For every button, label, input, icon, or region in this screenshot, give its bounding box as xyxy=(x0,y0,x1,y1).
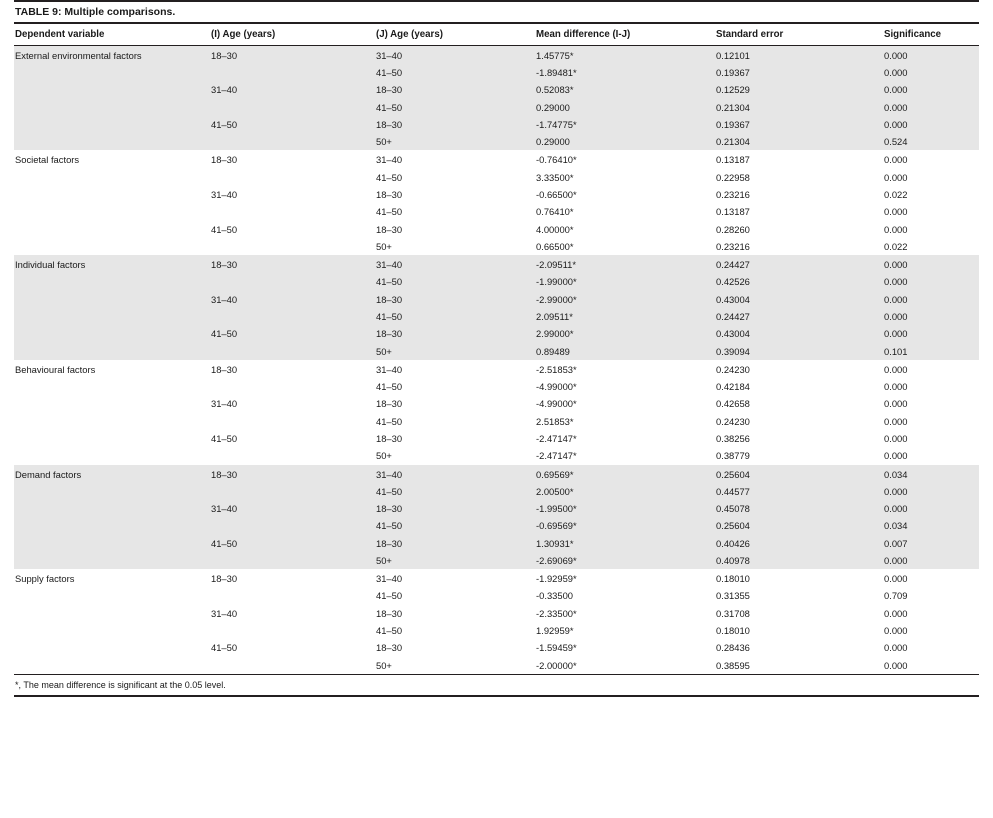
cell-i-age xyxy=(210,517,375,534)
cell-j-age: 41–50 xyxy=(375,483,535,500)
cell-j-age: 41–50 xyxy=(376,415,403,427)
cell-standard-error: 0.19367 xyxy=(715,116,883,133)
cell-j-age: 31–40 xyxy=(375,45,535,64)
cell-dependent-variable xyxy=(14,308,210,325)
cell-dependent-variable: External environmental factors xyxy=(14,45,210,64)
cell-mean-difference: -1.59459* xyxy=(536,642,577,654)
cell-mean-difference: 4.00000* xyxy=(536,223,574,235)
column-header-dependent-variable: Dependent variable xyxy=(14,23,210,46)
cell-dependent-variable xyxy=(14,238,210,255)
cell-dependent-variable: Supply factors xyxy=(15,573,75,585)
cell-significance: 0.000 xyxy=(883,116,979,133)
cell-significance: 0.000 xyxy=(883,273,979,290)
cell-j-age: 41–50 xyxy=(376,590,403,602)
cell-i-age xyxy=(210,447,375,464)
cell-i-age: 41–50 xyxy=(210,325,375,342)
cell-dependent-variable xyxy=(14,221,210,238)
cell-dependent-variable xyxy=(14,605,210,622)
cell-significance: 0.000 xyxy=(884,223,908,235)
table-row xyxy=(14,413,979,430)
cell-mean-difference: 0.29000 xyxy=(535,133,715,150)
cell-significance: 0.000 xyxy=(883,552,979,569)
cell-significance: 0.007 xyxy=(883,535,979,552)
cell-significance: 0.000 xyxy=(883,45,979,64)
cell-dependent-variable xyxy=(14,169,210,186)
cell-significance: 0.000 xyxy=(884,415,908,427)
cell-standard-error: 0.23216 xyxy=(716,189,750,200)
cell-i-age: 31–40 xyxy=(211,189,238,200)
cell-significance: 0.000 xyxy=(884,659,908,671)
cell-j-age: 41–50 xyxy=(376,381,403,393)
cell-significance: 0.000 xyxy=(884,607,908,619)
cell-i-age xyxy=(210,64,375,81)
cell-standard-error: 0.24427 xyxy=(715,308,883,325)
cell-significance: 0.000 xyxy=(883,81,979,98)
cell-j-age: 41–50 xyxy=(376,625,403,637)
cell-dependent-variable xyxy=(14,273,210,290)
cell-dependent-variable xyxy=(14,116,210,133)
cell-mean-difference: -2.51853* xyxy=(536,363,577,375)
cell-standard-error: 0.23216 xyxy=(716,240,750,252)
cell-mean-difference: -2.47147* xyxy=(536,450,577,462)
cell-i-age xyxy=(210,169,375,186)
cell-i-age: 31–40 xyxy=(210,291,375,308)
table-row xyxy=(14,273,979,290)
cell-dependent-variable xyxy=(14,81,210,98)
cell-significance: 0.000 xyxy=(883,255,979,273)
cell-standard-error: 0.24230 xyxy=(716,363,750,375)
header-row xyxy=(14,23,979,46)
table-row xyxy=(14,430,979,447)
cell-i-age xyxy=(210,657,375,674)
cell-dependent-variable xyxy=(14,413,210,430)
final-rule xyxy=(14,695,979,697)
cell-j-age: 50+ xyxy=(375,133,535,150)
cell-j-age: 31–40 xyxy=(375,465,535,483)
cell-significance: 0.000 xyxy=(884,625,908,637)
cell-i-age xyxy=(210,552,375,569)
cell-standard-error: 0.42526 xyxy=(715,273,883,290)
cell-standard-error: 0.42184 xyxy=(716,381,750,393)
table-row xyxy=(14,81,979,98)
table-row xyxy=(14,116,979,133)
table-row xyxy=(14,517,979,534)
cell-dependent-variable xyxy=(14,343,210,360)
cell-mean-difference: -2.09511* xyxy=(535,255,715,273)
cell-dependent-variable xyxy=(14,133,210,150)
cell-i-age: 18–30 xyxy=(211,363,238,375)
cell-mean-difference: -1.99000* xyxy=(535,273,715,290)
cell-dependent-variable xyxy=(14,203,210,220)
cell-dependent-variable xyxy=(14,378,210,395)
cell-i-age xyxy=(210,238,375,255)
cell-mean-difference: -2.47147* xyxy=(536,432,577,444)
cell-standard-error: 0.38779 xyxy=(716,450,750,462)
cell-i-age: 41–50 xyxy=(211,432,238,444)
cell-mean-difference: 0.69569* xyxy=(535,465,715,483)
cell-i-age: 41–50 xyxy=(211,642,238,654)
table-row xyxy=(14,605,979,622)
cell-significance: 0.000 xyxy=(883,99,979,116)
table-row xyxy=(14,186,979,203)
cell-significance: 0.101 xyxy=(883,343,979,360)
cell-mean-difference: 0.76410* xyxy=(536,206,574,218)
cell-significance: 0.000 xyxy=(883,64,979,81)
cell-significance: 0.000 xyxy=(884,381,908,393)
cell-mean-difference: -1.99500* xyxy=(535,500,715,517)
cell-mean-difference: -0.69569* xyxy=(535,517,715,534)
cell-significance: 0.000 xyxy=(883,291,979,308)
cell-significance: 0.000 xyxy=(883,500,979,517)
cell-standard-error: 0.12101 xyxy=(715,45,883,64)
cell-dependent-variable xyxy=(14,99,210,116)
cell-standard-error: 0.24230 xyxy=(716,415,750,427)
cell-mean-difference: -4.99000* xyxy=(536,398,577,410)
table-row xyxy=(14,343,979,360)
cell-significance: 0.000 xyxy=(883,483,979,500)
cell-significance: 0.034 xyxy=(883,465,979,483)
cell-mean-difference: 2.00500* xyxy=(535,483,715,500)
cell-dependent-variable xyxy=(14,639,210,656)
table-footnote: *, The mean difference is significant at the 0.05 level. xyxy=(15,679,226,690)
cell-significance: 0.034 xyxy=(883,517,979,534)
cell-mean-difference: -2.00000* xyxy=(536,659,577,671)
cell-dependent-variable xyxy=(14,535,210,552)
cell-j-age: 50+ xyxy=(376,659,392,671)
cell-j-age: 50+ xyxy=(376,450,392,462)
cell-dependent-variable: Behavioural factors xyxy=(15,363,96,375)
cell-mean-difference: -2.33500* xyxy=(536,607,577,619)
cell-i-age: 31–40 xyxy=(211,607,238,619)
cell-mean-difference: -1.89481* xyxy=(535,64,715,81)
table-row xyxy=(14,447,979,464)
cell-mean-difference: 0.66500* xyxy=(536,240,574,252)
cell-i-age: 31–40 xyxy=(210,500,375,517)
cell-dependent-variable xyxy=(14,447,210,464)
table-row xyxy=(14,308,979,325)
cell-i-age xyxy=(210,99,375,116)
cell-j-age: 41–50 xyxy=(376,171,403,183)
table-row xyxy=(14,169,979,186)
table-row xyxy=(14,325,979,342)
cell-j-age: 18–30 xyxy=(375,500,535,517)
cell-standard-error: 0.22958 xyxy=(716,171,750,183)
cell-dependent-variable xyxy=(14,325,210,342)
cell-standard-error: 0.25604 xyxy=(715,465,883,483)
cell-mean-difference: 0.89489 xyxy=(535,343,715,360)
table-row xyxy=(14,360,979,378)
cell-i-age: 31–40 xyxy=(211,398,238,410)
cell-i-age xyxy=(210,587,375,604)
cell-j-age: 18–30 xyxy=(376,223,403,235)
cell-dependent-variable: Demand factors xyxy=(14,465,210,483)
table-row xyxy=(14,203,979,220)
cell-dependent-variable xyxy=(14,500,210,517)
cell-standard-error: 0.12529 xyxy=(715,81,883,98)
table-caption: TABLE 9: Multiple comparisons. xyxy=(15,6,176,18)
cell-standard-error: 0.40978 xyxy=(715,552,883,569)
cell-standard-error: 0.44577 xyxy=(715,483,883,500)
cell-mean-difference: -0.76410* xyxy=(536,154,577,166)
cell-significance: 0.000 xyxy=(884,642,908,654)
cell-significance: 0.000 xyxy=(883,325,979,342)
cell-standard-error: 0.42658 xyxy=(716,398,750,410)
cell-significance: 0.709 xyxy=(884,590,908,602)
cell-i-age xyxy=(210,308,375,325)
table-row xyxy=(14,221,979,238)
cell-significance: 0.000 xyxy=(884,450,908,462)
cell-dependent-variable xyxy=(14,622,210,639)
cell-mean-difference: 0.29000 xyxy=(535,99,715,116)
table-row xyxy=(14,133,979,150)
cell-significance: 0.000 xyxy=(884,206,908,218)
table-row xyxy=(14,45,979,64)
table-row xyxy=(14,395,979,412)
cell-dependent-variable: Individual factors xyxy=(14,255,210,273)
cell-j-age: 50+ xyxy=(375,343,535,360)
cell-j-age: 18–30 xyxy=(375,116,535,133)
table-row xyxy=(14,150,979,168)
cell-significance: 0.000 xyxy=(884,432,908,444)
cell-standard-error: 0.13187 xyxy=(716,206,750,218)
cell-standard-error: 0.39094 xyxy=(715,343,883,360)
cell-j-age: 18–30 xyxy=(376,642,403,654)
multiple-comparisons-table xyxy=(14,22,979,674)
cell-significance: 0.524 xyxy=(883,133,979,150)
cell-standard-error: 0.43004 xyxy=(715,325,883,342)
cell-i-age xyxy=(210,133,375,150)
table-row xyxy=(14,64,979,81)
cell-i-age xyxy=(210,413,375,430)
cell-dependent-variable xyxy=(14,64,210,81)
cell-mean-difference: -0.33500 xyxy=(536,590,574,602)
table-row xyxy=(14,639,979,656)
cell-standard-error: 0.43004 xyxy=(715,291,883,308)
cell-mean-difference: -4.99000* xyxy=(536,381,577,393)
cell-mean-difference: 1.92959* xyxy=(536,625,574,637)
cell-mean-difference: 2.09511* xyxy=(535,308,715,325)
cell-mean-difference: -0.66500* xyxy=(536,189,577,200)
table-row xyxy=(14,587,979,604)
cell-i-age: 41–50 xyxy=(210,116,375,133)
cell-standard-error: 0.18010 xyxy=(716,625,750,637)
cell-j-age: 18–30 xyxy=(376,189,403,200)
cell-mean-difference: 2.51853* xyxy=(536,415,574,427)
cell-significance: 0.000 xyxy=(884,154,908,166)
cell-i-age xyxy=(210,378,375,395)
cell-mean-difference: 1.30931* xyxy=(535,535,715,552)
cell-mean-difference: 1.45775* xyxy=(535,45,715,64)
cell-dependent-variable xyxy=(14,186,210,203)
table-row xyxy=(14,500,979,517)
cell-standard-error: 0.21304 xyxy=(715,133,883,150)
cell-j-age: 41–50 xyxy=(375,308,535,325)
cell-dependent-variable xyxy=(14,587,210,604)
cell-i-age: 18–30 xyxy=(210,255,375,273)
cell-standard-error: 0.38256 xyxy=(716,432,750,444)
table-body xyxy=(14,45,979,674)
table-row xyxy=(14,465,979,483)
cell-j-age: 18–30 xyxy=(375,291,535,308)
cell-j-age: 31–40 xyxy=(375,255,535,273)
cell-standard-error: 0.40426 xyxy=(715,535,883,552)
table-row xyxy=(14,378,979,395)
column-header-i-age: (I) Age (years) xyxy=(210,23,375,46)
cell-mean-difference: -1.92959* xyxy=(536,573,577,585)
cell-j-age: 18–30 xyxy=(376,432,403,444)
cell-standard-error: 0.45078 xyxy=(715,500,883,517)
table-row xyxy=(14,238,979,255)
cell-mean-difference: 0.52083* xyxy=(535,81,715,98)
cell-dependent-variable xyxy=(14,430,210,447)
cell-j-age: 18–30 xyxy=(376,398,403,410)
table-row xyxy=(14,657,979,674)
cell-standard-error: 0.31708 xyxy=(716,607,750,619)
cell-mean-difference: -1.74775* xyxy=(535,116,715,133)
cell-j-age: 41–50 xyxy=(375,273,535,290)
table-row xyxy=(14,535,979,552)
cell-j-age: 50+ xyxy=(376,240,392,252)
cell-significance: 0.000 xyxy=(884,363,908,375)
cell-j-age: 41–50 xyxy=(375,64,535,81)
cell-standard-error: 0.19367 xyxy=(715,64,883,81)
cell-i-age xyxy=(210,203,375,220)
cell-dependent-variable xyxy=(14,483,210,500)
cell-standard-error: 0.31355 xyxy=(716,590,750,602)
cell-i-age xyxy=(210,273,375,290)
cell-j-age: 18–30 xyxy=(375,81,535,98)
cell-mean-difference: 3.33500* xyxy=(536,171,574,183)
cell-j-age: 18–30 xyxy=(375,535,535,552)
column-header-standard-error: Standard error xyxy=(715,23,883,46)
cell-j-age: 50+ xyxy=(375,552,535,569)
cell-i-age: 31–40 xyxy=(210,81,375,98)
cell-mean-difference: -2.99000* xyxy=(535,291,715,308)
table-header xyxy=(14,23,979,46)
cell-j-age: 31–40 xyxy=(376,573,403,585)
cell-standard-error: 0.13187 xyxy=(716,154,750,166)
table-row xyxy=(14,622,979,639)
cell-significance: 0.022 xyxy=(884,240,908,252)
cell-significance: 0.000 xyxy=(884,573,908,585)
cell-standard-error: 0.28436 xyxy=(716,642,750,654)
cell-standard-error: 0.38595 xyxy=(716,659,750,671)
cell-standard-error: 0.24427 xyxy=(715,255,883,273)
table-row xyxy=(14,569,979,587)
cell-significance: 0.000 xyxy=(883,308,979,325)
cell-j-age: 41–50 xyxy=(375,517,535,534)
cell-dependent-variable xyxy=(14,517,210,534)
cell-i-age xyxy=(210,343,375,360)
table-row xyxy=(14,99,979,116)
cell-mean-difference: 2.99000* xyxy=(535,325,715,342)
cell-dependent-variable xyxy=(14,552,210,569)
cell-significance: 0.022 xyxy=(884,189,908,200)
cell-standard-error: 0.21304 xyxy=(715,99,883,116)
cell-dependent-variable xyxy=(14,657,210,674)
cell-i-age: 41–50 xyxy=(211,223,238,235)
cell-standard-error: 0.18010 xyxy=(716,573,750,585)
cell-j-age: 31–40 xyxy=(376,154,403,166)
cell-j-age: 31–40 xyxy=(376,363,403,375)
table-row xyxy=(14,291,979,308)
cell-dependent-variable xyxy=(14,395,210,412)
cell-standard-error: 0.28260 xyxy=(716,223,750,235)
cell-i-age: 18–30 xyxy=(210,465,375,483)
cell-i-age: 18–30 xyxy=(210,45,375,64)
table-row xyxy=(14,483,979,500)
cell-i-age xyxy=(210,483,375,500)
cell-dependent-variable: Societal factors xyxy=(15,154,80,166)
column-header-j-age: (J) Age (years) xyxy=(375,23,535,46)
table-row xyxy=(14,255,979,273)
cell-j-age: 41–50 xyxy=(376,206,403,218)
column-header-mean-difference: Mean difference (I-J) xyxy=(535,23,715,46)
cell-i-age xyxy=(210,622,375,639)
cell-j-age: 18–30 xyxy=(375,325,535,342)
cell-j-age: 18–30 xyxy=(376,607,403,619)
cell-significance: 0.000 xyxy=(884,398,908,410)
cell-j-age: 41–50 xyxy=(375,99,535,116)
cell-i-age: 18–30 xyxy=(211,154,238,166)
cell-dependent-variable xyxy=(14,291,210,308)
table-row xyxy=(14,552,979,569)
cell-i-age: 41–50 xyxy=(210,535,375,552)
column-header-significance: Significance xyxy=(883,23,979,46)
cell-i-age: 18–30 xyxy=(211,573,238,585)
cell-standard-error: 0.25604 xyxy=(715,517,883,534)
cell-significance: 0.000 xyxy=(884,171,908,183)
cell-mean-difference: -2.69069* xyxy=(535,552,715,569)
